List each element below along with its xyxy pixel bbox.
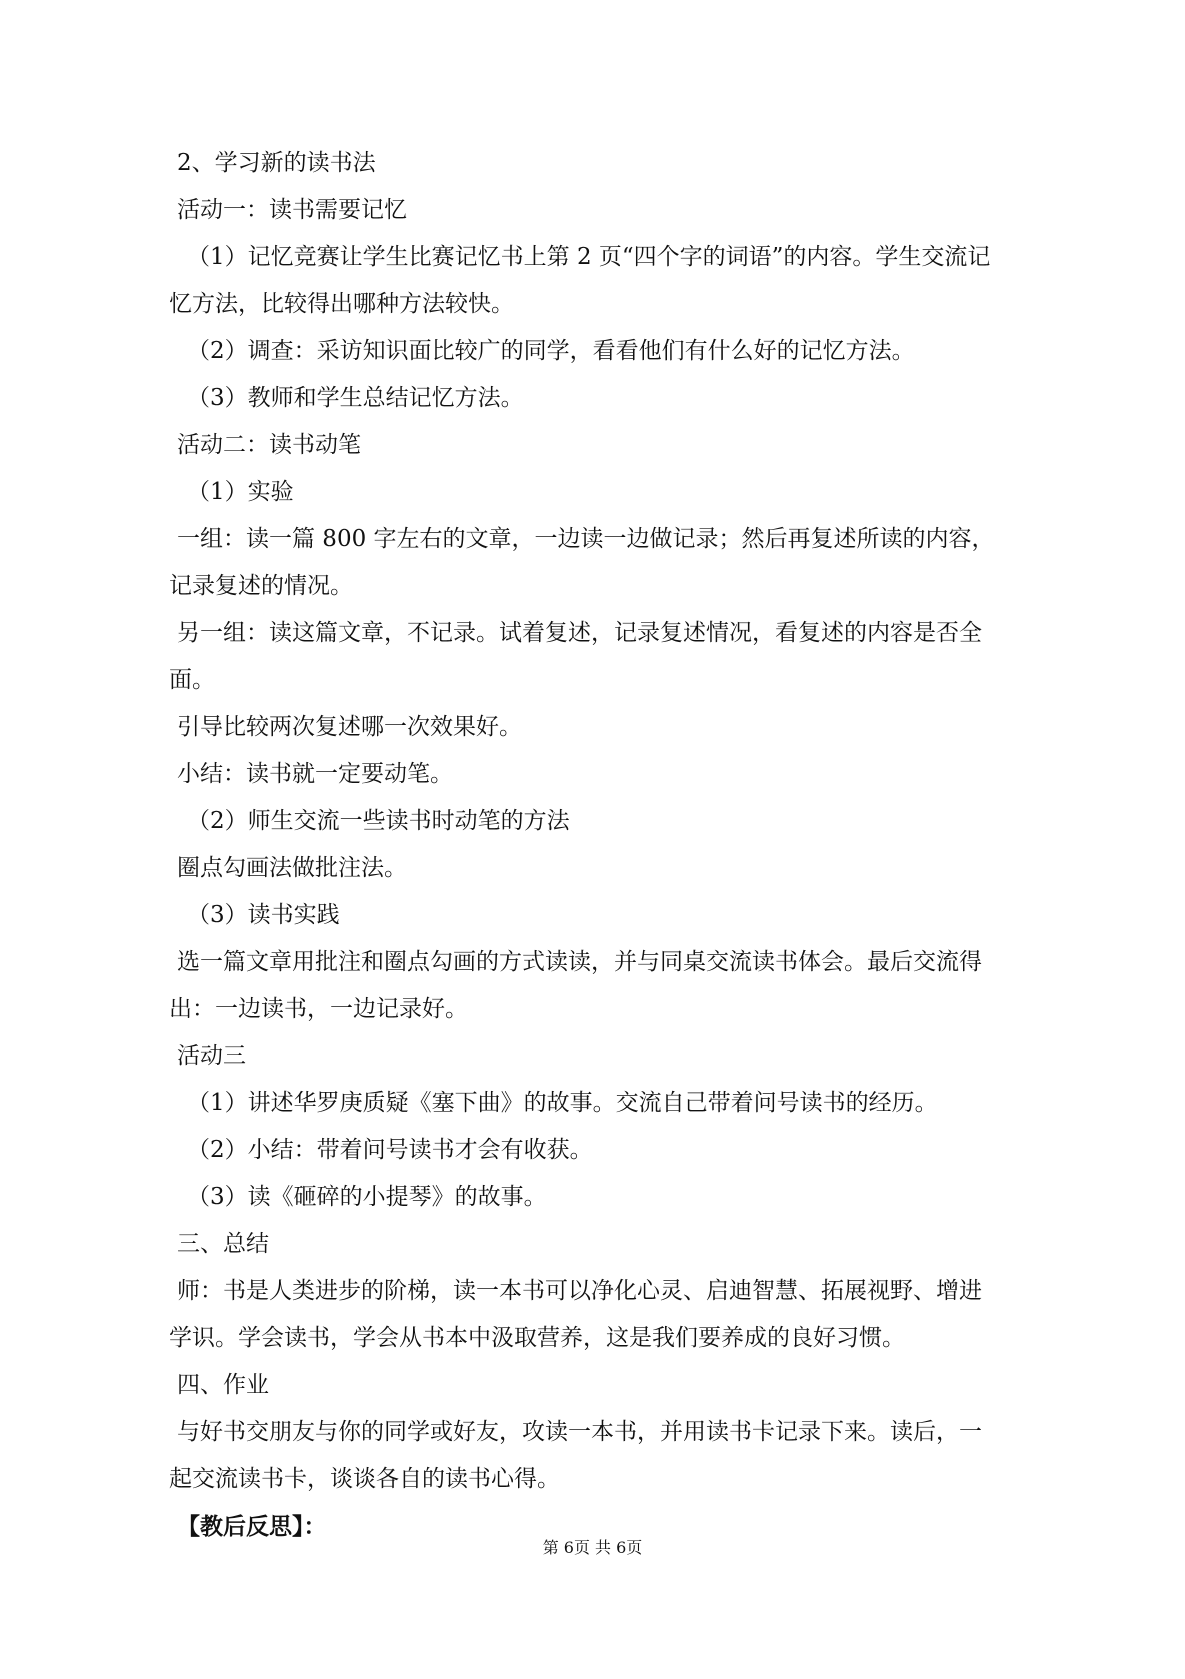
paragraph: [169, 516, 1047, 610]
activity-heading: 活动二：读书动笔: [177, 432, 361, 458]
paragraph-continuation: 记录复述的情况。: [169, 573, 353, 599]
paragraph: （1）实验: [187, 479, 294, 505]
paragraph-continuation: 出：一边读书，一边记录好。: [169, 996, 468, 1022]
paragraph: （1）讲述华罗庚质疑《塞下曲》的故事。交流自己带着问号读书的经历。: [187, 1090, 938, 1116]
activity-heading: 活动一：读书需要记忆: [177, 197, 407, 223]
paragraph: （2）调查：采访知识面比较广的同学，看看他们有什么好的记忆方法。: [187, 338, 915, 364]
reflection-heading: 【教后反思】：: [177, 1513, 327, 1540]
paragraph-continuation: 学识。学会读书，学会从书本中汲取营养，这是我们要养成的良好习惯。: [169, 1325, 905, 1351]
paragraph-continuation: 起交流读书卡，谈谈各自的读书心得。: [169, 1466, 560, 1492]
paragraph: [169, 1268, 1047, 1362]
paragraph: （2）小结：带着问号读书才会有收获。: [187, 1137, 593, 1163]
document-body: [169, 140, 1047, 1550]
paragraph: （3）读书实践: [187, 902, 340, 928]
section-heading: 四、作业: [177, 1372, 269, 1398]
paragraph: （3）读《砸碎的小提琴》的故事。: [187, 1184, 547, 1210]
paragraph: [169, 234, 1047, 328]
paragraph-line: 一组：读一篇 800 字左右的文章，一边读一边做记录；然后再复述所读的内容，: [177, 526, 995, 552]
paragraph-continuation: 忆方法，比较得出哪种方法较快。: [169, 291, 514, 317]
paragraph-line: 选一篇文章用批注和圈点勾画的方式读读，并与同桌交流读书体会。最后交流得: [177, 949, 982, 975]
paragraph-continuation: 面。: [169, 667, 215, 693]
paragraph: [169, 939, 1047, 1033]
activity-heading: 活动三: [177, 1043, 246, 1069]
paragraph: （3）教师和学生总结记忆方法。: [187, 385, 524, 411]
section-heading: 2、学习新的读书法: [177, 150, 376, 176]
paragraph: 引导比较两次复述哪一次效果好。: [177, 714, 522, 740]
paragraph: 小结：读书就一定要动笔。: [177, 761, 453, 787]
section-heading: 三、总结: [177, 1231, 269, 1257]
paragraph-line: 另一组：读这篇文章，不记录。试着复述，记录复述情况，看复述的内容是否全: [177, 620, 982, 646]
paragraph-line: 师：书是人类进步的阶梯，读一本书可以净化心灵、启迪智慧、拓展视野、增进: [177, 1278, 982, 1304]
paragraph-line: 与好书交朋友与你的同学或好友，攻读一本书，并用读书卡记录下来。读后，一: [177, 1419, 982, 1445]
paragraph: [169, 610, 1047, 704]
paragraph: [169, 1409, 1047, 1503]
page-footer: 第 6页 共 6页: [542, 1538, 643, 1557]
paragraph: （2）师生交流一些读书时动笔的方法: [187, 808, 570, 834]
paragraph-line: （1）记忆竞赛让学生比赛记忆书上第 2 页“四个字的词语”的内容。学生交流记: [187, 244, 991, 270]
paragraph: 圈点勾画法做批注法。: [177, 855, 407, 881]
